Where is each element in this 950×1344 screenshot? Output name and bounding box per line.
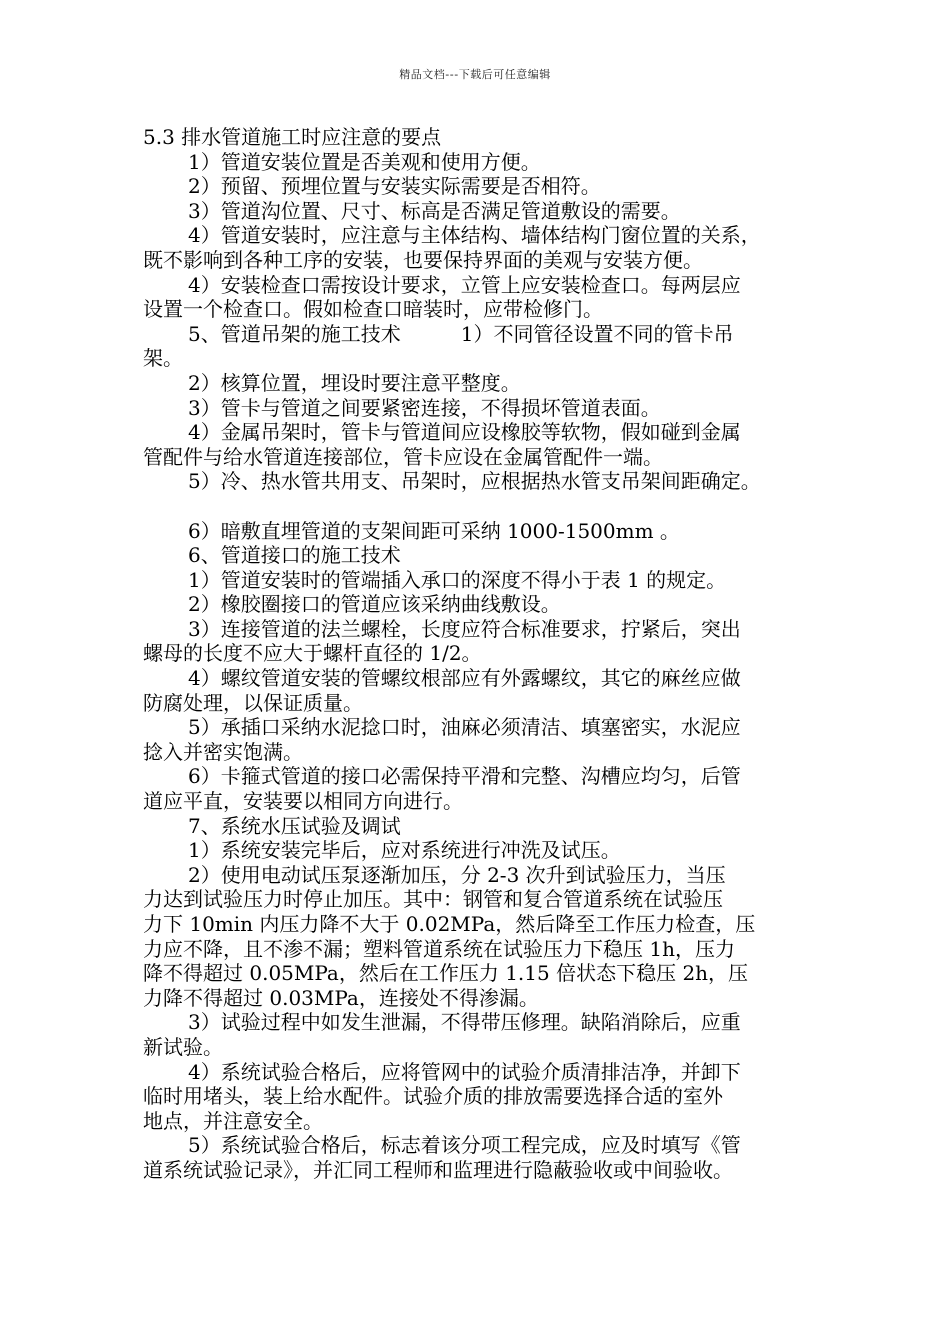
paragraph-line: 3）管卡与管道之间要紧密连接，不得损坏管道表面。 (188, 395, 661, 420)
paragraph-line: 既不影响到各种工序的安装，也要保持界面的美观与安装方便。 (143, 247, 703, 272)
paragraph-line: 1）系统安装完毕后，应对系统进行冲洗及试压。 (188, 838, 621, 863)
paragraph-line: 1）管道安装位置是否美观和使用方便。 (188, 149, 541, 174)
paragraph-line: 设置一个检查口。假如检查口暗装时，应带检修门。 (143, 297, 603, 322)
paragraph-line: 地点，并注意安全。 (143, 1108, 323, 1133)
paragraph-line: 3）试验过程中如发生泄漏，不得带压修理。缺陷消除后，应重 (188, 1010, 741, 1035)
paragraph-line: 新试验。 (143, 1034, 223, 1059)
paragraph-line: 4）系统试验合格后，应将管网中的试验介质清排洁净，并卸下 (188, 1059, 741, 1084)
paragraph-line: 管配件与给水管道连接部位，管卡应设在金属管配件一端。 (143, 444, 663, 469)
paragraph-line: 6）暗敷直埋管道的支架间距可采纳 1000-1500mm 。 (188, 518, 680, 543)
paragraph-line: 防腐处理，以保证质量。 (143, 690, 363, 715)
section-heading: 5、管道吊架的施工技术 1）不同管径设置不同的管卡吊 (188, 321, 734, 346)
paragraph-line: 降不得超过 0.05MPa，然后在工作压力 1.15 倍状态下稳压 2h，压 (143, 961, 749, 986)
paragraph-line: 4）管道安装时，应注意与主体结构、墙体结构门窗位置的关系， (188, 223, 761, 248)
paragraph-line: 架。 (143, 346, 183, 371)
paragraph-line: 5）系统试验合格后，标志着该分项工程完成，应及时填写《管 (188, 1133, 741, 1158)
paragraph-line: 1）管道安装时的管端插入承口的深度不得小于表 1 的规定。 (188, 567, 727, 592)
section-heading: 6、管道接口的施工技术 (188, 543, 401, 568)
paragraph-line: 道应平直，安装要以相同方向进行。 (143, 789, 463, 814)
document-body (143, 125, 823, 1183)
paragraph-line: 捻入并密实饱满。 (143, 739, 303, 764)
paragraph-line: 力下 10min 内压力降不大于 0.02MPa，然后降至工作压力检查，压 (143, 912, 756, 936)
paragraph-line: 道系统试验记录》，并汇同工程师和监理进行隐蔽验收或中间验收。 (143, 1157, 733, 1182)
paragraph-line: 5）冷、热水管共用支、吊架时，应根据热水管支吊架间距确定。 (188, 469, 761, 494)
section-heading: 7、系统水压试验及调试 (188, 813, 401, 838)
paragraph-line: 3）连接管道的法兰螺栓，长度应符合标准要求，拧紧后，突出 (188, 616, 741, 641)
paragraph-line: 4）螺纹管道安装的管螺纹根部应有外露螺纹，其它的麻丝应做 (188, 666, 741, 691)
paragraph-line: 力达到试验压力时停止加压。其中：钢管和复合管道系统在试验压 (143, 887, 723, 912)
paragraph-line: 5）承插口采纳水泥捻口时，油麻必须清洁、填塞密实，水泥应 (188, 715, 741, 740)
blank-line (143, 494, 823, 519)
page-header: 精品文档---下载后可任意编辑 (399, 68, 551, 81)
paragraph-line: 2）预留、预埋位置与安装实际需要是否相符。 (188, 174, 601, 199)
paragraph-line: 螺母的长度不应大于螺杆直径的 1/2。 (143, 641, 482, 666)
section-heading: 5.3 排水管道施工时应注意的要点 (143, 125, 442, 149)
paragraph-line: 4）安装检查口需按设计要求，立管上应安装检查口。每两层应 (188, 272, 741, 297)
paragraph-line: 2）核算位置，埋设时要注意平整度。 (188, 370, 521, 395)
paragraph-line: 4）金属吊架时，管卡与管道间应设橡胶等软物，假如碰到金属 (188, 420, 741, 445)
paragraph-line: 2）使用电动试压泵逐渐加压，分 2-3 次升到试验压力，当压 (188, 862, 726, 887)
paragraph-line: 6）卡箍式管道的接口必需保持平滑和完整、沟槽应均匀，后管 (188, 764, 741, 789)
paragraph-line: 力降不得超过 0.03MPa，连接处不得渗漏。 (143, 985, 539, 1010)
paragraph-line: 临时用堵头，装上给水配件。试验介质的排放需要选择合适的室外 (143, 1084, 723, 1109)
paragraph-line: 3）管道沟位置、尺寸、标高是否满足管道敷设的需要。 (188, 198, 681, 223)
paragraph-line: 力应不降，且不渗不漏；塑料管道系统在试验压力下稳压 1h，压力 (143, 936, 735, 961)
paragraph-line: 2）橡胶圈接口的管道应该采纳曲线敷设。 (188, 592, 561, 617)
